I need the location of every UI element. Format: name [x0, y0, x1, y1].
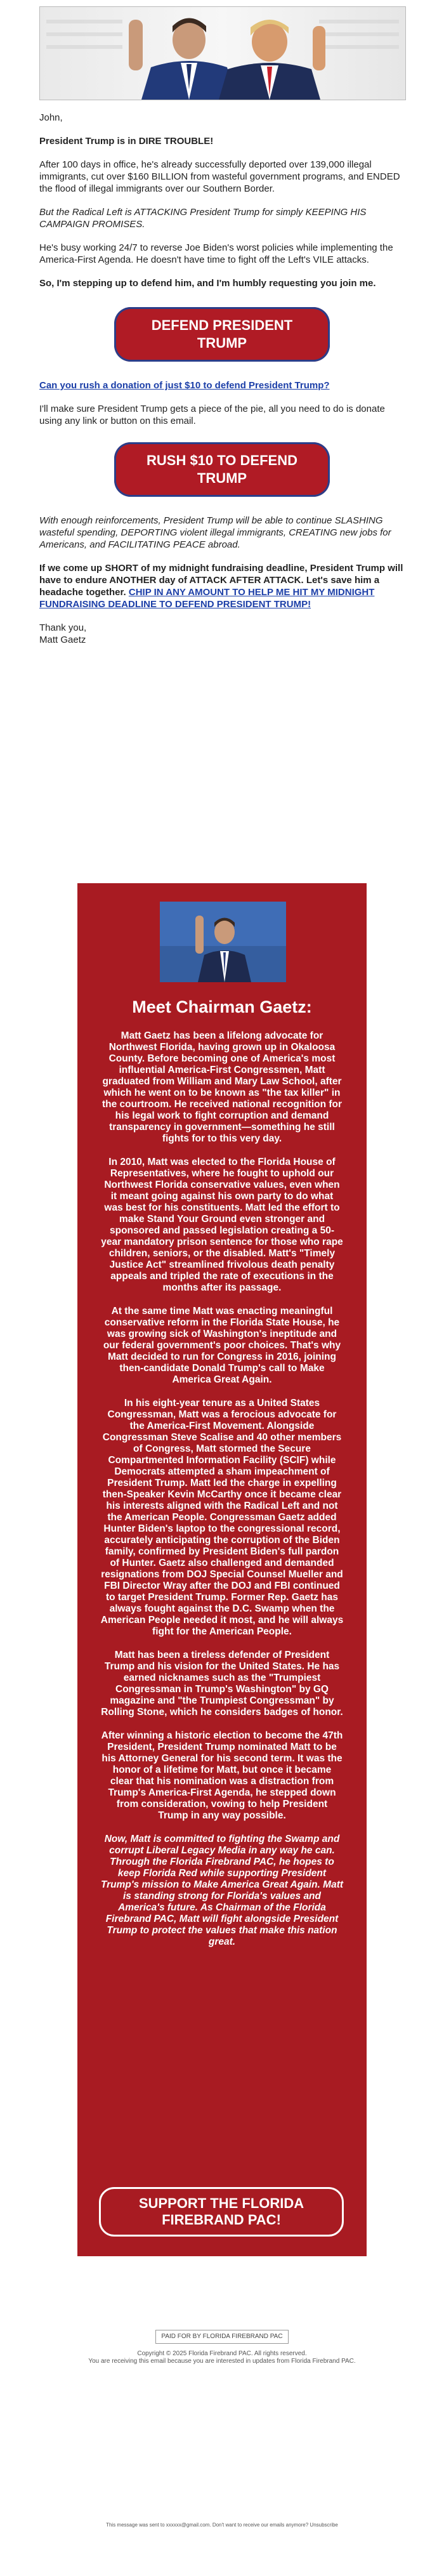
bio-paragraph: Matt has been a tireless defender of President Trump and his vision for the United States. He has earned nicknames such as the "Trumpiest Congressman in Trump's Washington" by GQ magazine and "the Trumpiest Congressman" by Rolling Stone, which he considers badges of honor. — [101, 1650, 343, 1718]
bio-paragraph: Matt Gaetz has been a lifelong advocate for Northwest Florida, having grown up in Okaloosa County. Before becoming one of America's most influential America-First Congressmen, Matt graduated from William and Mary Law School, after which he went on to be known as "the tax killer" in the courtroom. He received national recognition for his legal work to fight corruption and demand transparency in government—something he still fights for to this very day. — [101, 1030, 343, 1144]
support-pac-button[interactable]: SUPPORT THE FLORIDA FIREBRAND PAC! — [99, 2187, 344, 2237]
paragraph-3: He's busy working 24/7 to reverse Joe Biden's worst policies while implementing the America-First Agenda. He doesn't have time to fight off the Left's VILE attacks. — [39, 242, 393, 265]
paragraph-4: So, I'm stepping up to defend him, and I'm humbly requesting you join me. — [39, 278, 376, 289]
bio-paragraph: At the same time Matt was enacting meaningful conservative reform in the Florida State House, he was growing sick of Washington's ineptitude and our federal government's poor choices. That's why Matt decided to run for Congress in 2016, joining then-candidate Donald Trump's call to Make America Great Again. — [103, 1306, 341, 1385]
donation-question-link[interactable]: Can you rush a donation of just $10 to defend President Trump? — [39, 380, 330, 391]
deadline-warning: If we come up SHORT of my midnight fundraising deadline, President Trump will have to endure ANOTHER day of ATTACK AFTER ATTACK. Let's save him a headache together. — [39, 563, 403, 598]
bio-title: Meet Chairman Gaetz: — [132, 997, 312, 1016]
greeting: John, — [39, 112, 63, 123]
paragraph-5: I'll make sure President Trump gets a piece of the pie, all you need to do is donate using any link or button on this email. — [39, 404, 385, 426]
bio-paragraph: In his eight-year tenure as a United States Congressman, Matt was a ferocious advocate for the America-First Movement. Alongside Congressman Steve Scalise and 40 other members of Congress, Matt stormed the Secure Compartmented Information Facility (SCIF) while Democrats attempted a sham impeachment of President Trump. Matt led the charge in expelling then-Speaker Kevin McCarthy once it became clear his interests aligned with the Radical Left and not the American People. Congressman Gaetz added Hunter Biden's laptop to the congressional record, accurately anticipating the corruption of the Biden family, confirmed by President Biden's full pardon of Hunter. Gaetz also challenged and demanded resignations from DOJ Special Counsel Mueller and FBI Director Wray after the DOJ and FBI continued to target President Trump. Former Rep. Gaetz has always fought against the D.C. Swamp when the American People needed it most, and he will always fight for the American People. — [100, 1398, 344, 1637]
paragraph-6: With enough reinforcements, President Trump will be able to continue SLASHING wasteful spending, DEPORTING violent illegal immigrants, CREATING new jobs for Americans, and FACILITATING PEACE abroad. — [39, 515, 391, 550]
copyright: Copyright © 2025 Florida Firebrand PAC. All rights reserved. — [137, 2350, 307, 2357]
bio-section — [77, 883, 367, 2256]
headline: President Trump is in DIRE TROUBLE! — [39, 136, 214, 147]
signature: Matt Gaetz — [39, 634, 86, 645]
chip-in-link[interactable]: CHIP IN ANY AMOUNT TO HELP ME HIT MY MIDNIGHT FUNDRAISING DEADLINE TO DEFEND PRESIDENT TRUMP! — [39, 587, 375, 610]
paragraph-1: After 100 days in office, he's already successfully deported over 139,000 illegal immigrants, cut over $160 BILLION from wasteful government programs, and ENDED the flood of illegal immigrants over our Southern Border. — [39, 159, 400, 194]
defend-trump-button[interactable]: DEFEND PRESIDENT TRUMP — [114, 307, 330, 362]
email-body — [39, 112, 405, 657]
bio-closing: Now, Matt is committed to fighting the Swamp and corrupt Liberal Legacy Media in any way he can. Through the Florida Firebrand PAC, he hopes to keep Florida Red while supporting President Trump's mission to Make America Great Again. Matt is standing strong for Florida's values and America's future. As Chairman of the Florida Firebrand PAC, Matt will fight alongside President Trump to protect the values that make this nation great. — [100, 1834, 344, 1947]
unsubscribe-note[interactable]: This message was sent to xxxxxx@gmail.com. Don't want to receive our emails anymore? Unsubscribe — [106, 2522, 338, 2528]
gaetz-photo — [160, 902, 286, 982]
subscription-reason: You are receiving this email because you are interested in updates from Florida Firebrand PAC. — [88, 2358, 356, 2365]
bio-paragraph: After winning a historic election to become the 47th President, President Trump nominated Matt to be his Attorney General for his second term. It was the honor of a lifetime for Matt, but once it became clear that his nomination was a distraction from Trump's America-First Agenda, he stepped down from consideration, vowing to help President Trump in any way possible. — [101, 1730, 343, 1821]
bio-paragraph: In 2010, Matt was elected to the Florida House of Representatives, where he fought to uphold our Northwest Florida conservative values, even when it meant going against his own party to do what was best for his constituents. Matt led the effort to make Stand Your Ground even stronger and sponsored and passed legislation creating a 50-year mandatory prison sentence for those who rape children, seniors, or the disabled. Matt's "Timely Justice Act" streamlined frivolous death penalty appeals and tripled the rate of executions in the months after its passage. — [101, 1157, 343, 1293]
paid-for-by: PAID FOR BY FLORIDA FIREBRAND PAC — [155, 2330, 288, 2344]
paragraph-2: But the Radical Left is ATTACKING President Trump for simply KEEPING HIS CAMPAIGN PROMISES. — [39, 207, 367, 230]
bio-text — [100, 1030, 344, 1960]
footer — [0, 2330, 444, 2365]
rush-10-button[interactable]: RUSH $10 TO DEFEND TRUMP — [114, 442, 330, 497]
header-banner-image — [39, 6, 406, 100]
sign-off: Thank you, — [39, 622, 87, 633]
